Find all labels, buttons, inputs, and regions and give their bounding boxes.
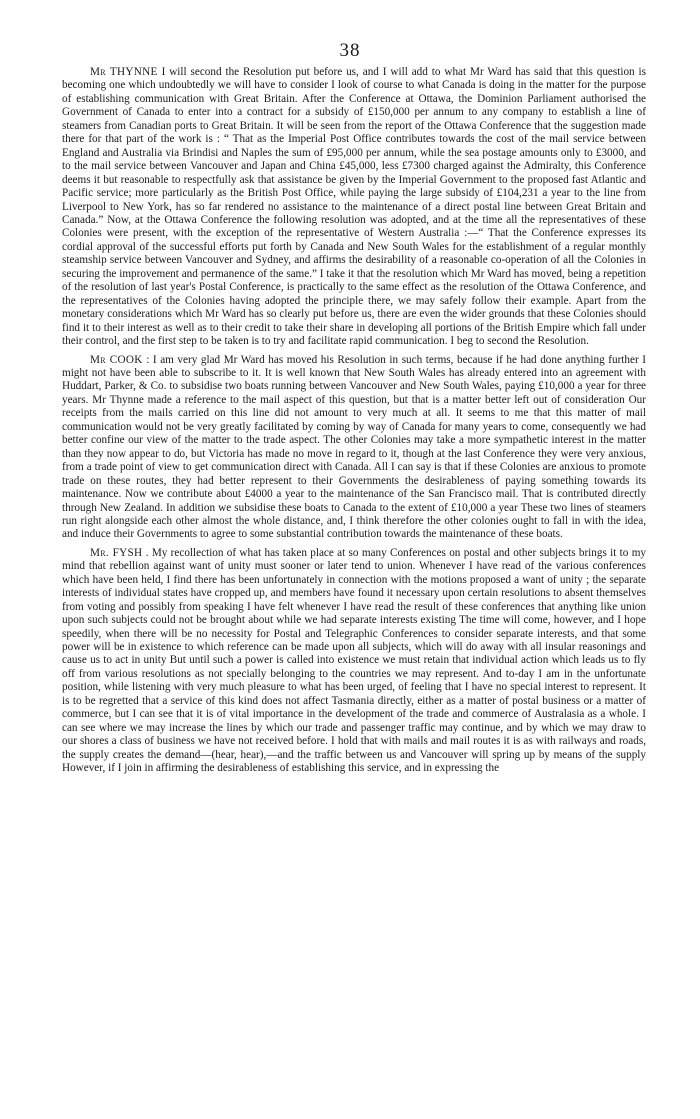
- paragraph-text: : I am very glad Mr Ward has moved his Resolution in such terms, because if he had done anything further I might not have been able to subscribe to it. It is well known that New South Wales has already entered into an agreement with Huddart, Parker, & Co. to subsidise two boats running between Vancouver and New South Wales, paying £10,000 a year for three years. Mr Thynne made a reference to the mail aspect of this question, but that is a matter better left out of consideration Our receipts from the mails carried on this line did not amount to very much at all. It seems to me that this matter of mail communication would not be very greatly facilitated by coming by way of Canada for many years to come, consequently we had better confine our view of the matter to the trade aspect. The other Colonies may take a more sympathetic interest in the matter than they now appear to do, but Victoria has made no move in regard to it, though at the last Conference they were very anxious, from a trade point of view to get communication direct with Canada. All I can say is that if these Colonies are anxious to promote trade on these routes, they had better represent to their Governments the desirableness of paying something towards its maintenance. Now we contribute about £4000 a year to the maintenance of the San Francisco mail. That is contributed directly through New Zealand. In addition we subsidise these boats to Canada to the extent of £10,000 a year These two lines of steamers run right alongside each other almost the whole distance, and, I think therefore the other colonies ought to fall in with the idea, and induce their Governments to agree to some substantial contribution towards the maintenance of these boats.: [62, 353, 646, 541]
- paragraph-cook: [62, 354, 646, 542]
- page-number: 38: [339, 40, 361, 61]
- speaker-name: Mr THYNNE: [90, 66, 158, 78]
- speaker-name: Mr. FYSH: [90, 546, 143, 559]
- speaker-name: Mr COOK: [90, 353, 143, 366]
- body-text: [62, 66, 646, 781]
- paragraph-text: . My recollection of what has taken place at so many Conferences on postal and other subjects brings it to my mind that rebellion against want of unity must sooner or later tend to union. Whenever I have read of the various conferences which have been held, I find there has been unfortunately in connection with the motions proposed a want of unity ; the separate interests of individual states have cropped up, and members have found it necessary upon certain resolutions to absent themselves from voting and possibly from speaking I have felt whenever I have read the result of these conferences that anything like union upon such subjects could not be brought about while we had separate interests existing The time will come, however, and I hope speedily, when there will be no necessity for Postal and Telegraphic Conferences to consider separate interests, and that some power will be in existence to which reference can be made upon all subjects, which will do away with all insular reasonings and cause us to act in unity But until such a power is called into existence we must retain that individual action which leads us to fly off from various resolutions as not specially belonging to the countries we may represent. And to-day I am in the unfortunate position, while listening with very much pleasure to what has been urged, of feeling that I have no special interest to represent. It is to be regretted that a service of this kind does not affect Tasmania directly, either as a matter of postal business or a matter of commerce, but I can see that it is of vital importance in the development of the trade and commerce of Australasia as a whole. I can see where we may increase the lines by which our trade and passenger traffic may continue, and by which we may draw to our shores a class of business we have not received before. I hold that with mails and mail routes it is as with railways and roads, the supply creates the demand—(hear, hear),—and the traffic between us and Vancouver will spring up by means of the supply However, if I join in affirming the desirableness of establishing this service, and in expressing the: [62, 546, 646, 775]
- paragraph-fysh: [62, 547, 646, 776]
- paragraph-text: I will second the Resolution put before us, and I will add to what Mr Ward has said that this question is becoming one which undoubtedly we will have to consider I look of course to what Canada is doing in the matter for the purpose of establishing communication with Great Britain. After the Conference at Ottawa, the Dominion Parliament authorised the Government of Canada to enter into a contract for a subsidy of £150,000 per annum to any company to establish a line of steamers from Canadian ports to Great Britain. It will be seen from the report of the Ottawa Conference that the suggestion made there for that part of the work is : “ That as the Imperial Post Office contributes towards the cost of the mail service between England and Australia via Brindisi and Naples the sum of £95,000 per annum, while the sea postage amounts only to £3000, and to the mail service between Vancouver and Japan and China £45,000, less £7300 charged against the Admiralty, this Conference deems it but reasonable to respectfully ask that assistance be given by the Imperial Government to the proposed fast Atlantic and Pacific service; more particularly as the British Post Office, while paying the large subsidy of £104,231 a year to the line from Liverpool to New York, has so far rendered no assistance to the maintenance of a direct postal line between Great Britain and Canada.” Now, at the Ottawa Conference the following resolution was adopted, and at the time all the representatives of these Colonies were present, with the exception of the representative of Western Australia :—“ That the Conference expresses its cordial approval of the successful efforts put forth by Canada and New South Wales for the establishment of a regular monthly steamship service between Vancouver and Sydney, and affirms the desirability of a reasonable co-operation of all the Colonies in securing the improvement and permanence of the same.” I take it that the resolution which Mr Ward has moved, being a repetition of the resolution of last year's Postal Conference, is practically to the same effect as the resolution of the Ottawa Conference, and the representatives of the Colonies having adopted the principle there, we may safely follow their example. Apart from the monetary considerations which Mr Ward has so clearly put before us, there are even the wider grounds that these Colonies should find it to their interest as well as to their credit to take their share in developing all portions of the British Empire which fall under their control, and the first step to be taken is to try and facilitate rapid communication. I beg to second the Resolution.: [62, 66, 646, 348]
- paragraph-thynne: [62, 66, 646, 349]
